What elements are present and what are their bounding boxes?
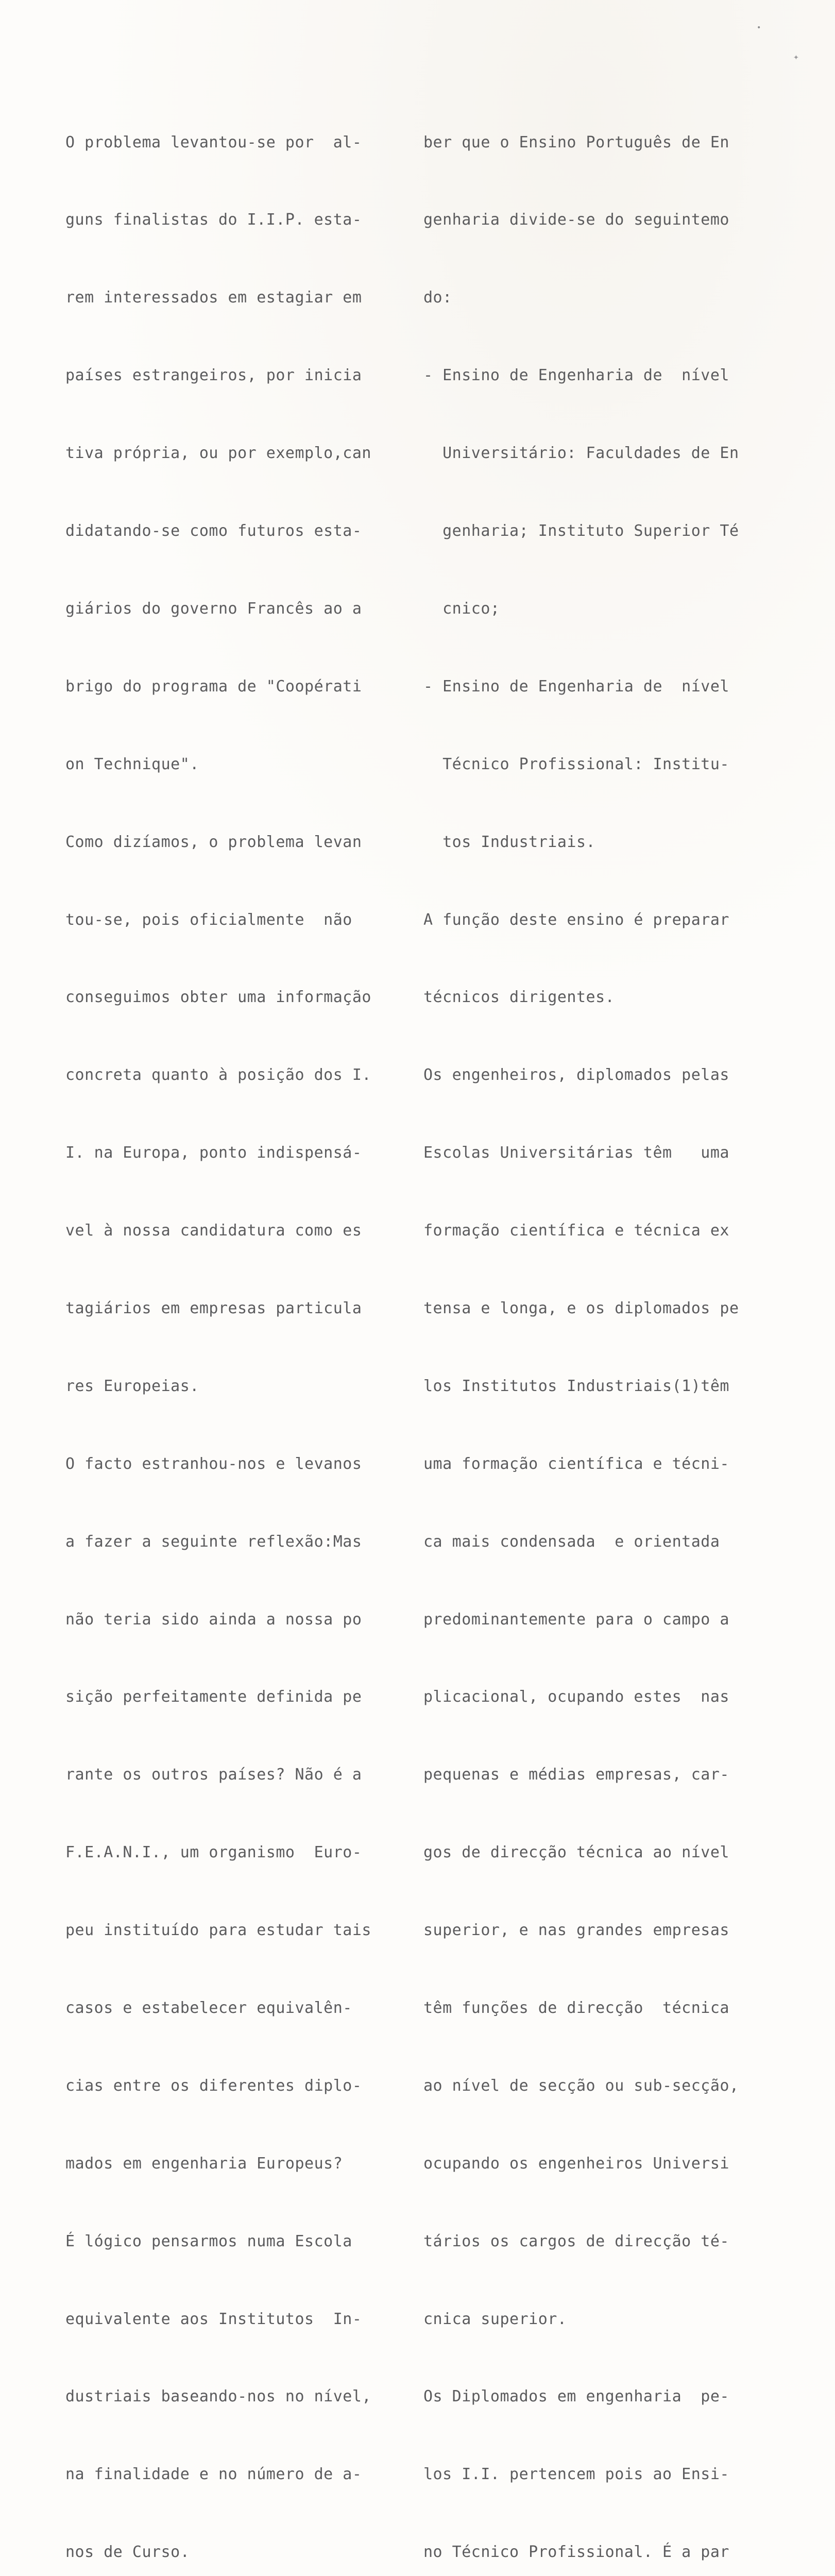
text-line: mados em engenharia Europeus? (65, 2154, 343, 2173)
text-line: ca mais condensada e orientada (423, 1532, 720, 1551)
text-line: casos e estabelecer equivalên- (65, 1998, 352, 2017)
text-line: ao nível de secção ou sub-secção, (423, 2076, 739, 2095)
text-line: do: (423, 289, 452, 307)
text-line: Como dizíamos, o problema levan (65, 833, 362, 851)
list-item-line: - Ensino de Engenharia de nível (423, 677, 729, 696)
text-line: não teria sido ainda a nossa po (65, 1610, 362, 1629)
text-line: plicacional, ocupando estes nas (423, 1688, 729, 1706)
text-line: sição perfeitamente definida pe (65, 1688, 362, 1706)
text-line: Os Diplomados em engenharia pe- (423, 2387, 729, 2406)
list-item-line: Técnico Profissional: Institu- (423, 755, 729, 773)
text-line: Escolas Universitárias têm uma (423, 1144, 729, 1162)
text-line: peu instituído para estudar tais (65, 1921, 371, 1940)
text-line: na finalidade e no número de a- (65, 2465, 362, 2484)
text-line: concreta quanto à posição dos I. (65, 1066, 371, 1084)
text-line: dustriais baseando-nos no nível, (65, 2387, 371, 2406)
text-line: a fazer a seguinte reflexão:Mas (65, 1532, 362, 1551)
text-line: genharia divide-se do seguintemo (423, 211, 729, 229)
text-line: giários do governo Francês ao a (65, 599, 362, 618)
text-line: cnica superior. (423, 2310, 567, 2328)
list-item-line: cnico; (423, 599, 500, 618)
text-line: O problema levantou-se por al- (65, 133, 362, 151)
text-line: formação científica e técnica ex (423, 1222, 729, 1240)
text-line: tários os cargos de direcção té- (423, 2232, 729, 2250)
text-line: conseguimos obter uma informação (65, 988, 371, 1007)
text-line: rante os outros países? Não é a (65, 1766, 362, 1784)
text-line: gos de direcção técnica ao nível (423, 1843, 729, 1862)
ink-dot-mark: • (757, 24, 761, 32)
text-line: guns finalistas do I.I.P. esta- (65, 211, 362, 229)
text-line: predominantemente para o campo a (423, 1610, 729, 1629)
list-item-line: tos Industriais. (423, 833, 596, 851)
text-line: F.E.A.N.I., um organismo Euro- (65, 1843, 362, 1862)
text-line: los I.I. pertencem pois ao Ensi- (423, 2465, 729, 2484)
text-line: nos de Curso. (65, 2543, 190, 2562)
text-line: cias entre os diferentes diplo- (65, 2076, 362, 2095)
ink-smudge-mark: ✦ (793, 52, 799, 62)
text-line: los Institutos Industriais(1)têm (423, 1377, 729, 1395)
text-line: tensa e longa, e os diplomados pe (423, 1299, 739, 1317)
text-line: têm funções de direcção técnica (423, 1998, 729, 2017)
list-item-line: genharia; Instituto Superior Té (423, 522, 739, 540)
text-line: didatando-se como futuros esta- (65, 522, 362, 540)
text-line: tou-se, pois oficialmente não (65, 910, 352, 929)
text-line: O facto estranhou-nos e levanos (65, 1454, 362, 1473)
text-line: superior, e nas grandes empresas (423, 1921, 729, 1940)
text-line: res Europeias. (65, 1377, 199, 1395)
text-line: A função deste ensino é preparar (423, 910, 729, 929)
text-line: no Técnico Profissional. É a par (423, 2543, 729, 2562)
text-line: técnicos dirigentes. (423, 988, 615, 1007)
text-line: ber que o Ensino Português de En (423, 133, 729, 151)
right-text-column (423, 78, 774, 2576)
text-line: uma formação científica e técni- (423, 1454, 729, 1473)
list-item-line: - Ensino de Engenharia de nível (423, 366, 729, 385)
text-line: brigo do programa de "Coopérati (65, 677, 362, 696)
text-line: I. na Europa, ponto indispensá- (65, 1144, 362, 1162)
text-line: tagiários em empresas particula (65, 1299, 362, 1317)
list-item-line: Universitário: Faculdades de En (423, 444, 739, 463)
text-line: países estrangeiros, por inicia (65, 366, 362, 385)
left-text-column (65, 78, 416, 2576)
text-line: equivalente aos Institutos In- (65, 2310, 362, 2328)
text-line: on Technique". (65, 755, 199, 773)
text-line: rem interessados em estagiar em (65, 289, 362, 307)
text-line: pequenas e médias empresas, car- (423, 1766, 729, 1784)
text-line: tiva própria, ou por exemplo,can (65, 444, 371, 463)
text-line: Os engenheiros, diplomados pelas (423, 1066, 729, 1084)
text-line: ocupando os engenheiros Universi (423, 2154, 729, 2173)
text-line: vel à nossa candidatura como es (65, 1222, 362, 1240)
text-line: É lógico pensarmos numa Escola (65, 2232, 352, 2250)
